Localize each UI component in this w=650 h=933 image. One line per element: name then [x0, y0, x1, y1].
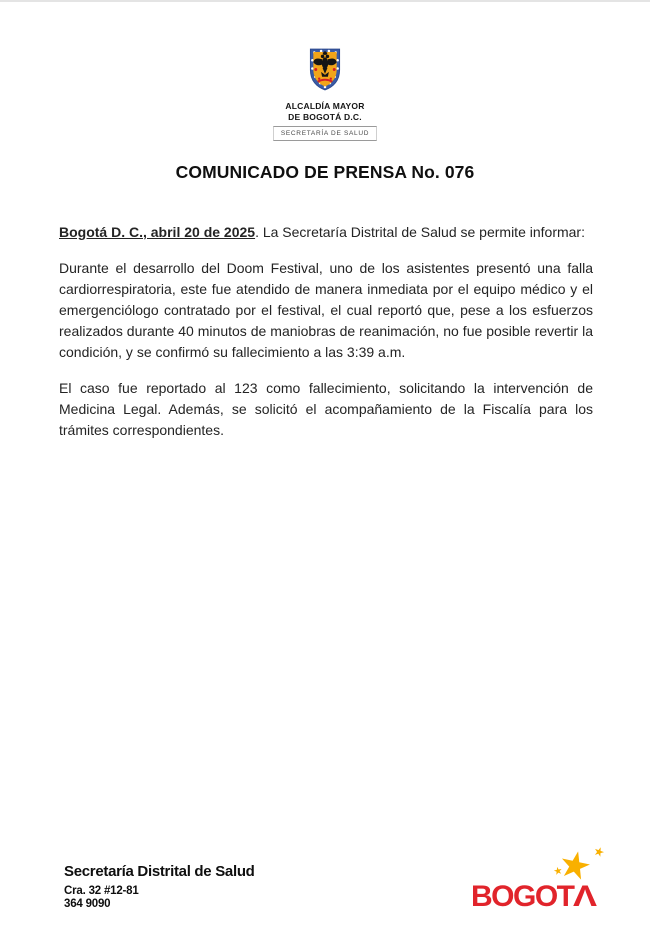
footer-contact-block: [64, 863, 255, 911]
org-name-line2: DE BOGOTÁ D.C.: [288, 111, 362, 122]
stars-icon: [548, 844, 608, 884]
dateline-rest: . La Secretaría Distrital de Salud se permite informar:: [255, 223, 585, 240]
bogota-coat-of-arms-icon: [308, 46, 342, 92]
body-paragraph: Durante el desarrollo del Doom Festival, uno de los asistentes presentó una falla cardiorrespiratoria, este fue atendido de manera inmediata por el equipo médico y el emergenciólogo contratado por el festival, el cual reportó que, pese a los esfuerzos realizados durante 40 minutos de maniobras de reanimación, no fue posible revertir la condición, y se confirmó su fallecimiento a las 3:39 a.m.: [59, 259, 593, 360]
footer-org-name: Secretaría Distrital de Salud: [64, 863, 255, 880]
press-release-body: [59, 222, 593, 441]
body-paragraph: El caso fue reportado al 123 como fallecimiento, solicitando la intervención de Medicina Legal. Además, se solicitó el acompañamiento de la Fiscalía para los trámites correspondientes.: [59, 379, 593, 438]
dateline-date: Bogotá D. C., abril 20 de 2025: [59, 223, 256, 240]
footer-phone: 364 9090: [64, 898, 111, 910]
press-release-title: COMUNICADO DE PRENSA No. 076: [175, 161, 475, 182]
bogota-wordmark-lambda: Λ: [572, 880, 595, 913]
bogota-wordmark-text: BOGOT: [471, 880, 574, 913]
department-label: SECRETARÍA DE SALUD: [273, 126, 377, 141]
bogota-brand-logo: [471, 844, 608, 911]
press-release-page: [0, 2, 650, 933]
org-name-line1: ALCALDÍA MAYOR: [285, 101, 365, 111]
bogota-wordmark: [471, 880, 595, 913]
footer-address: Cra. 32 #12-81: [64, 885, 139, 897]
institutional-header: [0, 2, 650, 141]
org-name: [0, 101, 650, 122]
dateline-paragraph: [59, 222, 593, 243]
